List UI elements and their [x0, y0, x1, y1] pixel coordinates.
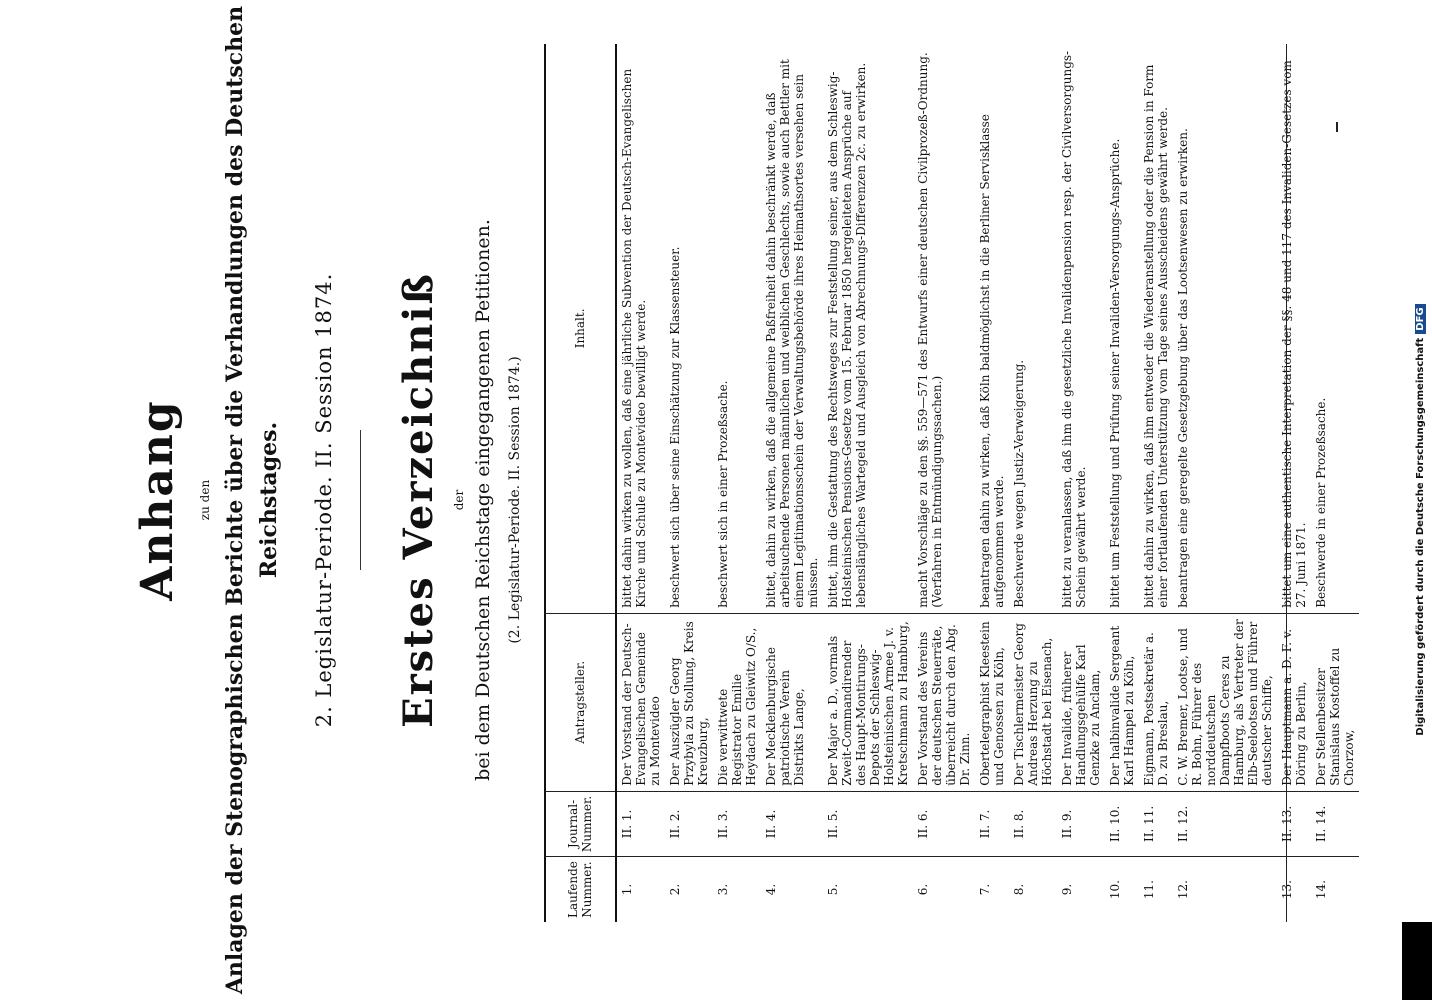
session-line: 2. Legislatur-Periode. II. Session 1874. [312, 272, 336, 728]
row-laufende-nummer: 6. [916, 883, 930, 896]
list-period: (2. Legislatur-Periode. II. Session 1874.) [507, 356, 523, 644]
row-inhalt: bittet um eine authentische Interpretation der §§. 48 und 117 des Invaliden-Gesetzes vom 27. Juni 1871. [1277, 44, 1311, 613]
row-inhalt: macht Vorschläge zu den §§. 559—571 des Entwurfs einer deutschen Civilprozeß-Ordnung. (Verfahren in Entmündigungssachen.) [913, 44, 975, 613]
row-antragsteller: Der Invalide, früherer Handlungsgehülfe Karl Genzke zu Anclam, [1057, 613, 1105, 791]
row-inhalt: bittet dahin wirken zu wollen, daß eine jährliche Subvention der Deutsch-Evangelischen Kirche und Schule zu Montevideo bewilligt werde. [616, 44, 665, 613]
table-row [1173, 44, 1277, 922]
row-inhalt: bittet, dahin zu wirken, daß die allgemeine Paßfreiheit dahin beschränkt werde, daß arbeitsuchende Personen männlichen und weiblichen Geschlechts, sowie auch Bettler mit einem Legitimationsschein der Verwaltungsbehörde ihres Heimathsortes versehen sein müssen. [761, 44, 823, 613]
col-header-laufende-nummer: Laufende Nummer. [545, 857, 616, 922]
table-row [761, 44, 823, 922]
col-header-antragsteller: Antragsteller. [545, 613, 616, 791]
table-row [975, 44, 1009, 922]
row-antragsteller: Die verwittwete Registrator Emilie Heydach zu Gleiwitz O/S., [713, 613, 761, 791]
row-antragsteller: Der Vorstand der Deutsch-Evangelischen Gemeinde zu Montevideo [616, 613, 665, 791]
row-laufende-nummer: 5. [826, 883, 840, 896]
zu-den-text: zu den [198, 479, 212, 521]
row-journal-nummer: II. 13. [1277, 791, 1311, 856]
page-title: Anhang [132, 399, 183, 601]
row-antragsteller: Der Major a. D., vormals Zweit-Commandirender des Haupt-Montirungs-Depots der Schleswig-Holsteinischen Armee J. v. Kretschmann zu Hamburg, [823, 613, 913, 791]
table-row [665, 44, 713, 922]
digitization-text: Digitalisierung gefördert durch die Deutsche Forschungsgemeinschaft [1415, 337, 1426, 736]
row-antragsteller: Der Tischlermeister Georg Andreas Herzung zu Höchstadt bei Eisenach, [1009, 613, 1057, 791]
row-antragsteller: Der Stellenbesitzer Stanislaus Kostoffel zu Chorzow, [1311, 613, 1359, 791]
row-inhalt: beschwert sich über seine Einschätzung zur Klassensteuer. [665, 44, 713, 613]
row-antragsteller: C. W. Bremer, Lootse, und R. Bohn, Führer des norddeutschen Dampfboots Ceres zu Hamburg, als Vertreter der Elb-Seelootsen und Führer deutscher Schiffe, [1173, 613, 1277, 791]
row-laufende-nummer: 4. [764, 883, 778, 896]
row-laufende-nummer: 3. [716, 883, 730, 896]
row-journal-nummer: II. 5. [823, 791, 913, 856]
row-inhalt: beantragen dahin zu wirken, daß Köln baldmöglichst in die Berliner Servisklasse aufgenommen werde. [975, 44, 1009, 613]
petitions-table [545, 44, 1359, 922]
page-mark [1336, 122, 1338, 132]
table-row [616, 44, 665, 922]
row-journal-nummer: II. 1. [616, 791, 665, 856]
row-journal-nummer: II. 14. [1311, 791, 1359, 856]
row-laufende-nummer: 11. [1142, 880, 1156, 900]
row-antragsteller: Der halbinvalide Sergeant Karl Hampel zu Köln, [1105, 613, 1139, 791]
dfg-logo: DFG [1415, 304, 1426, 333]
row-laufende-nummer: 10. [1108, 880, 1122, 900]
row-journal-nummer: II. 10. [1105, 791, 1139, 856]
digitization-note [1415, 40, 1426, 1000]
row-journal-nummer: II. 9. [1057, 791, 1105, 856]
row-inhalt: beschwert sich in einer Prozeßsache. [713, 44, 761, 613]
table-row [713, 44, 761, 922]
table-header-row [545, 44, 616, 922]
header-line-2: Reichstages. [256, 421, 282, 579]
list-title: Erstes Verzeichniß [395, 272, 442, 728]
row-journal-nummer: II. 6. [913, 791, 975, 856]
col-header-journal-nummer: Journal-Nummer. [545, 791, 616, 856]
row-journal-nummer: II. 4. [761, 791, 823, 856]
row-antragsteller: Der Hauptmann a. D. F. v. Döring zu Berlin, [1277, 613, 1311, 791]
row-journal-nummer: II. 12. [1173, 791, 1277, 856]
row-inhalt: bittet, ihm die Gestattung des Rechtsweges zur Feststellung seiner, aus dem Schleswig-Holsteinischen Pensions-Gesetze vom 15. Februar 1850 hergeleiteten Ansprüche auf lebenslängliches Wartegeld und Ausgleich von Abrechnungs-Differenzen 2c. zu erwirken. [823, 44, 913, 613]
row-laufende-nummer: 9. [1060, 883, 1074, 896]
row-journal-nummer: II. 7. [975, 791, 1009, 856]
header-line-1: Anlagen der Stenographischen Berichte über die Verhandlungen des Deutschen [222, 5, 248, 995]
row-inhalt: Beschwerde wegen Justiz-Verweigerung. [1009, 44, 1057, 613]
row-antragsteller: Der Vorstand des Vereins der deutschen Steuerräte, überreicht durch den Abg. Dr. Zinn. [913, 613, 975, 791]
table-row [1311, 44, 1359, 922]
row-laufende-nummer: 12. [1176, 880, 1190, 900]
table-bottom-rule [1286, 44, 1287, 922]
row-antragsteller: Eigmann, Postsekretär a. D. zu Breslau, [1139, 613, 1173, 791]
row-journal-nummer: II. 2. [665, 791, 713, 856]
row-laufende-nummer: 2. [668, 883, 682, 896]
row-journal-nummer: II. 11. [1139, 791, 1173, 856]
row-laufende-nummer: 14. [1314, 880, 1328, 900]
side-note-strip [1412, 0, 1432, 1000]
row-inhalt: beantragen eine geregelte Gesetzgebung über das Lootsenwesen zu erwirken. [1173, 44, 1277, 613]
row-antragsteller: Obertelegraphist Kleestein und Genossen zu Köln, [975, 613, 1009, 791]
col-header-inhalt: Inhalt. [545, 44, 616, 613]
table-row [823, 44, 913, 922]
row-laufende-nummer: 1. [620, 883, 634, 896]
row-laufende-nummer: 8. [1012, 883, 1026, 896]
row-inhalt: bittet um Feststellung und Prüfung seiner Invaliden-Versorgungs-Ansprüche. [1105, 44, 1139, 613]
row-laufende-nummer: 7. [978, 883, 992, 896]
table-row [1105, 44, 1139, 922]
der-text: der [452, 489, 466, 511]
table-row [1277, 44, 1311, 922]
row-laufende-nummer: 13. [1280, 880, 1294, 900]
row-antragsteller: Der Mecklenburgische patriotische Verein Distrikts Lange, [761, 613, 823, 791]
table-row [1057, 44, 1105, 922]
table-row [1009, 44, 1057, 922]
list-subtitle: bei dem Deutschen Reichstage eingegangenen Petitionen. [472, 219, 494, 781]
row-inhalt: Beschwerde in einer Prozeßsache. [1311, 44, 1359, 613]
row-journal-nummer: II. 8. [1009, 791, 1057, 856]
row-inhalt: bittet zu veranlassen, daß ihm die gesetzliche Invalidenpension resp. der Civilversorgungs-Schein gewährt werde. [1057, 44, 1105, 613]
table-row [1139, 44, 1173, 922]
divider [360, 430, 361, 570]
table-row [913, 44, 975, 922]
row-antragsteller: Der Auszügler Georg Przybyla zu Stollung, Kreis Kreuzburg, [665, 613, 713, 791]
row-inhalt: bittet dahin zu wirken, daß ihm entweder die Wiederanstellung oder die Pension in Form einer fortlaufenden Unterstützung vom Tage seines Ausscheidens gewährt werde. [1139, 44, 1173, 613]
row-journal-nummer: II. 3. [713, 791, 761, 856]
scan-edge-bar [1402, 922, 1432, 1000]
